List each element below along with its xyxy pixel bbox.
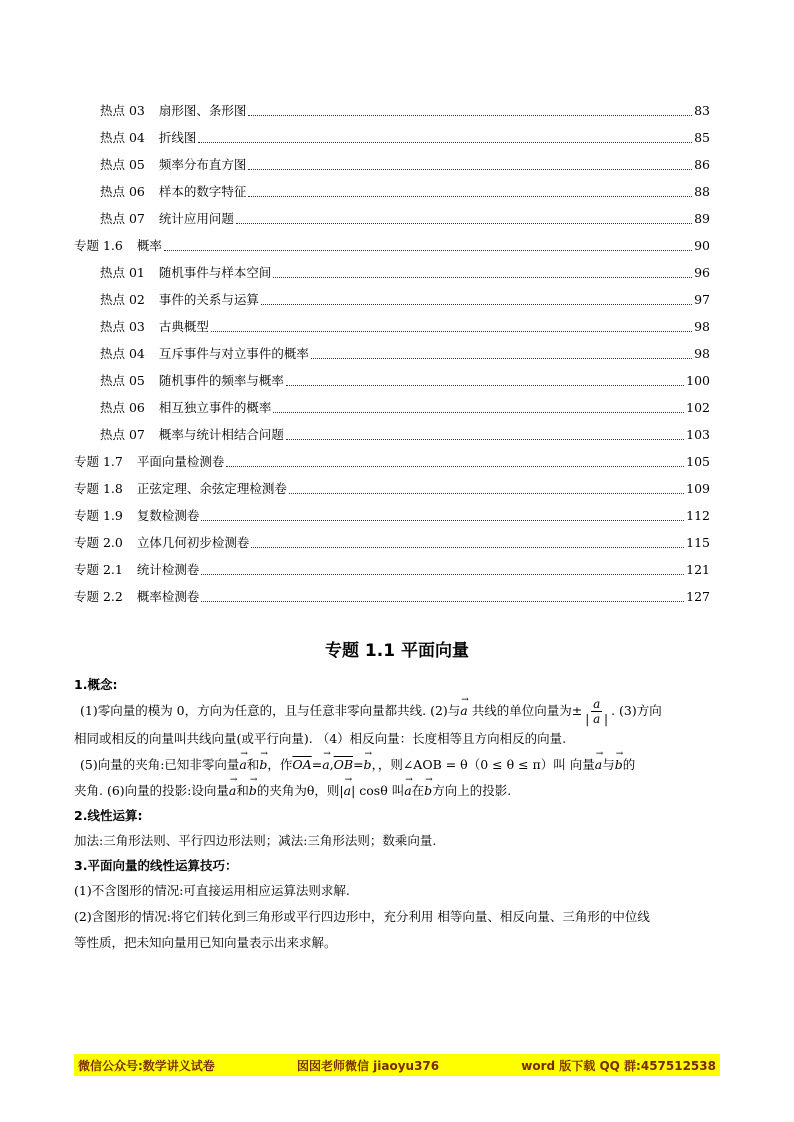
vector-a: → a — [322, 752, 329, 778]
toc-leader-dots — [273, 276, 692, 278]
toc-entry[interactable] — [74, 335, 710, 362]
heading-linear-operations: 2.线性运算: — [74, 808, 143, 823]
toc-entry[interactable] — [74, 254, 710, 281]
toc-entry-code: 专题 2.0 — [74, 535, 123, 550]
toc-entry-page: 109 — [686, 481, 710, 496]
toc-entry-title: 随机事件与样本空间 — [158, 265, 272, 280]
toc-entry-title: 概率检测卷 — [136, 589, 200, 604]
toc-entry[interactable] — [74, 443, 710, 470]
vector-b: → b — [424, 778, 432, 804]
text: . (3)方向 — [611, 703, 662, 718]
toc-entry-title: 随机事件的频率与概率 — [158, 373, 284, 388]
toc-entry-code: 热点 07 — [100, 211, 145, 226]
toc-entry-title: 互斥事件与对立事件的概率 — [158, 346, 309, 361]
toc-leader-dots — [198, 141, 692, 143]
toc-leader-dots — [201, 519, 684, 521]
toc-entry[interactable] — [74, 416, 710, 443]
toc-leader-dots — [248, 195, 692, 197]
text: = — [353, 757, 364, 772]
toc-leader-dots — [251, 546, 684, 548]
toc-entry-title: 相互独立事件的概率 — [158, 400, 272, 415]
paragraph-concept-1 — [74, 697, 720, 726]
text: , — [329, 757, 334, 772]
unit-vector-fraction — [585, 697, 608, 726]
toc-leader-dots — [289, 492, 684, 494]
toc-entry-title: 样本的数字特征 — [158, 184, 247, 199]
toc-entry-title: 统计应用问题 — [158, 211, 234, 226]
toc-entry[interactable] — [74, 308, 710, 335]
toc-entry-code: 专题 2.2 — [74, 589, 123, 604]
toc-leader-dots — [236, 222, 692, 224]
text: 在 — [411, 783, 425, 798]
toc-entry-code: 热点 06 — [100, 184, 145, 199]
toc-entry-page: 90 — [694, 238, 710, 253]
toc-leader-dots — [261, 303, 692, 305]
heading-concept: 1.概念: — [74, 677, 118, 692]
toc-entry[interactable] — [74, 227, 710, 254]
toc-leader-dots — [201, 600, 684, 602]
section-content — [74, 673, 720, 956]
toc-entry-title: 折线图 — [158, 130, 197, 145]
toc-entry-title: 扇形图、条形图 — [158, 103, 247, 118]
toc-entry-page: 98 — [694, 319, 710, 334]
toc-entry-code: 热点 06 — [100, 400, 145, 415]
toc-entry[interactable] — [74, 497, 710, 524]
toc-entry[interactable] — [74, 173, 710, 200]
toc-entry-code: 专题 1.7 — [74, 454, 123, 469]
toc-entry-title: 古典概型 — [158, 319, 209, 334]
toc-entry[interactable] — [74, 389, 710, 416]
text: ， — [371, 757, 378, 772]
text: 的 — [622, 757, 636, 772]
toc-leader-dots — [248, 114, 692, 116]
vector-a: → a — [344, 778, 351, 804]
footer-banner — [74, 1054, 720, 1076]
toc-entry-code: 热点 04 — [100, 130, 145, 145]
toc-entry-title: 平面向量检测卷 — [136, 454, 225, 469]
vector-b: → b — [364, 752, 372, 778]
toc-entry-page: 88 — [694, 184, 710, 199]
toc-leader-dots — [211, 330, 692, 332]
toc-entry-page: 105 — [686, 454, 710, 469]
text: 与 — [602, 757, 615, 772]
toc-entry-code: 热点 03 — [100, 103, 145, 118]
text: | cosθ 叫 — [351, 783, 405, 798]
text: 和 — [236, 783, 249, 798]
toc-leader-dots — [286, 438, 684, 440]
toc-entry[interactable] — [74, 281, 710, 308]
paragraph-linear-operations: 加法:三角形法则、平行四边形法则；减法:三角形法则；数乘向量. — [74, 833, 437, 848]
toc-entry-page: 127 — [686, 589, 710, 604]
toc-entry-title: 统计检测卷 — [136, 562, 200, 577]
text: ，作 — [267, 757, 293, 772]
toc-entry-page: 96 — [694, 265, 710, 280]
text: 方向上的投影. — [432, 783, 512, 798]
vector-a: → a — [595, 752, 602, 778]
text: ，则∠AOB = θ（0 ≤ θ ≤ π）叫 向量 — [377, 757, 595, 772]
toc-entry-code: 热点 03 — [100, 319, 145, 334]
toc-entry-title: 正弦定理、余弦定理检测卷 — [136, 481, 287, 496]
vector-a: → a — [460, 698, 467, 724]
toc-entry-code: 热点 05 — [100, 373, 145, 388]
fraction-numerator: a — [593, 697, 601, 711]
toc-entry[interactable] — [74, 551, 710, 578]
toc-entry-page: 83 — [694, 103, 710, 118]
toc-entry-page: 121 — [686, 562, 710, 577]
vector-b: → b — [249, 778, 257, 804]
toc-leader-dots — [248, 168, 692, 170]
vector-ob: $\overline{OB}$ — [333, 757, 354, 772]
toc-leader-dots — [226, 465, 684, 467]
table-of-contents — [74, 92, 710, 605]
toc-entry-page: 98 — [694, 346, 710, 361]
toc-entry-code: 专题 1.8 — [74, 481, 123, 496]
paragraph-technique-2: (2)含图形的情况:将它们转化到三角形或平行四边形中，充分利用 相等向量、相反向量、三角形的中位线 — [74, 909, 650, 924]
text: = — [311, 757, 323, 772]
toc-entry-title: 频率分布直方图 — [158, 157, 247, 172]
footer-teacher-wechat: 囡囡老师微信 jiaoyu376 — [296, 1058, 440, 1073]
fraction-denominator: | a | — [585, 712, 609, 726]
toc-entry[interactable] — [74, 362, 710, 389]
toc-entry-title: 立体几何初步检测卷 — [136, 535, 250, 550]
footer-wechat-account: 微信公众号:数学讲义试卷 — [78, 1058, 215, 1073]
toc-entry-title: 事件的关系与运算 — [158, 292, 259, 307]
vector-a: → a — [404, 778, 411, 804]
toc-entry[interactable] — [74, 92, 710, 119]
toc-entry[interactable] — [74, 200, 710, 227]
toc-entry-page: 103 — [686, 427, 710, 442]
vector-a: → a — [239, 752, 246, 778]
toc-entry-page: 89 — [694, 211, 710, 226]
vector-b: → b — [615, 752, 623, 778]
toc-entry-code: 热点 07 — [100, 427, 145, 442]
toc-entry-code: 热点 04 — [100, 346, 145, 361]
toc-entry-page: 115 — [686, 535, 710, 550]
paragraph-concept-3 — [74, 752, 720, 778]
paragraph-technique-2-cont: 等性质，把未知向量用已知向量表示出来求解。 — [74, 935, 337, 950]
section-title: 专题 1.1 平面向量 — [325, 641, 469, 661]
text: 共线的单位向量为± — [471, 703, 583, 718]
vector-a: → a — [229, 778, 236, 804]
paragraph-concept-2: 相同或相反的向量叫共线向量(或平行向量). （4）相反向量：长度相等且方向相反的向量. — [74, 731, 567, 746]
footer-qq-group: word 版下载 QQ 群:457512538 — [521, 1058, 716, 1073]
vector-oa: $\overline{OA}$ — [292, 757, 312, 772]
heading-techniques: 3.平面向量的线性运算技巧： — [74, 858, 238, 873]
toc-entry[interactable] — [74, 578, 710, 605]
toc-entry[interactable] — [74, 146, 710, 173]
paragraph-concept-4 — [74, 778, 720, 804]
toc-entry-code: 热点 02 — [100, 292, 145, 307]
paragraph-technique-1: (1)不含图形的情况:可直接运用相应运算法则求解. — [74, 883, 350, 898]
toc-entry[interactable] — [74, 524, 710, 551]
toc-entry-page: 86 — [694, 157, 710, 172]
toc-leader-dots — [273, 411, 684, 413]
toc-entry-title: 概率 — [136, 238, 162, 253]
vector-b: → b — [259, 752, 267, 778]
toc-entry-page: 102 — [686, 400, 710, 415]
toc-entry-code: 专题 1.6 — [74, 238, 123, 253]
toc-leader-dots — [164, 249, 692, 251]
toc-entry-page: 85 — [694, 130, 710, 145]
toc-leader-dots — [201, 573, 684, 575]
toc-leader-dots — [286, 384, 684, 386]
text: (5)向量的夹角:已知非零向量 — [80, 757, 240, 772]
toc-entry[interactable] — [74, 470, 710, 497]
toc-entry-code: 专题 1.9 — [74, 508, 123, 523]
toc-entry-title: 概率与统计相结合问题 — [158, 427, 284, 442]
text: 和 — [246, 757, 260, 772]
toc-entry-page: 112 — [686, 508, 710, 523]
toc-entry[interactable] — [74, 119, 710, 146]
toc-entry-page: 97 — [694, 292, 710, 307]
toc-entry-code: 专题 2.1 — [74, 562, 123, 577]
toc-leader-dots — [311, 357, 692, 359]
toc-entry-title: 复数检测卷 — [136, 508, 200, 523]
text: 的夹角为θ，则| — [256, 783, 344, 798]
toc-entry-page: 100 — [686, 373, 710, 388]
text: 夹角. (6)向量的投影:设向量 — [74, 783, 229, 798]
text: (1)零向量的模为 0，方向为任意的，且与任意非零向量都共线. (2)与 — [80, 703, 461, 718]
toc-entry-code: 热点 01 — [100, 265, 145, 280]
toc-entry-code: 热点 05 — [100, 157, 145, 172]
